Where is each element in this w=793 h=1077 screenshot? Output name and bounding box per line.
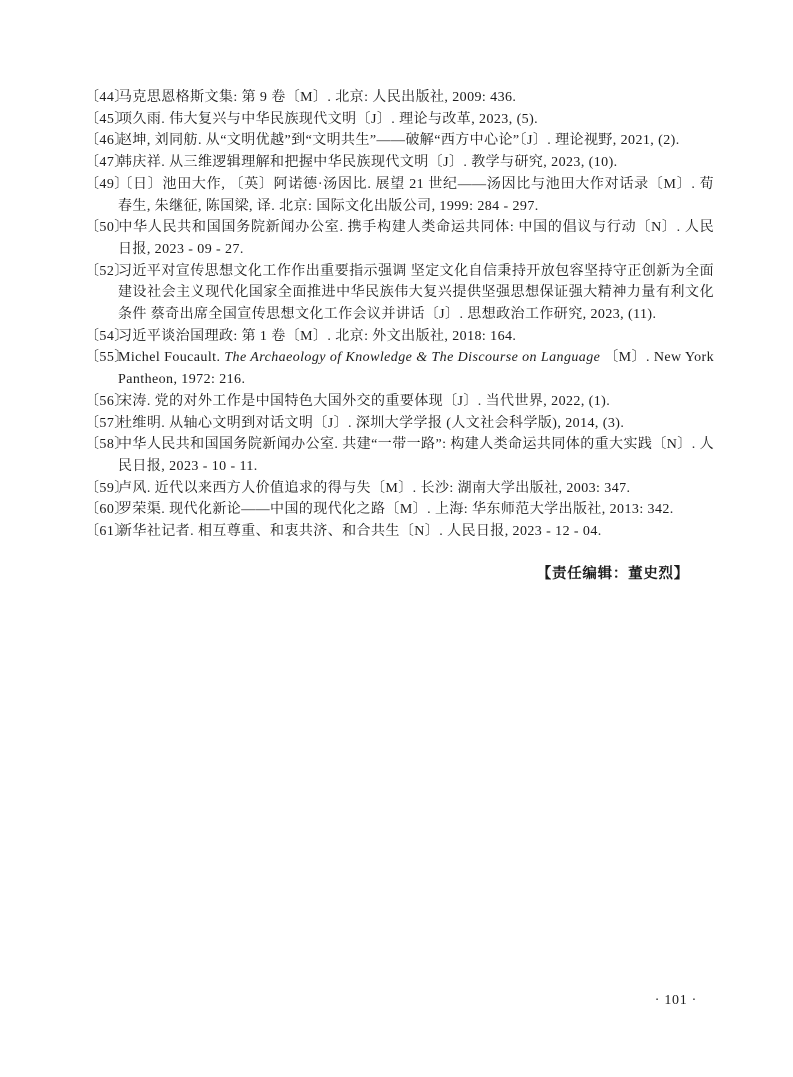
reference-number: 〔44〕 [85,90,129,105]
reference-number: 〔61〕 [85,524,129,540]
reference-number: 〔45〕 [85,111,129,127]
reference-item [85,413,714,435]
reference-text: Michel Foucault. [118,350,225,366]
reference-number: 〔47〕 [85,155,129,171]
reference-item [85,478,714,500]
reference-item [85,391,714,413]
reference-text: 卢风. 近代以来西方人价值追求的得与失〔M〕. 长沙: 湖南大学出版社, 2003: 347. [118,480,631,496]
reference-item [85,109,714,131]
reference-number: 〔58〕 [85,437,129,453]
reference-text: 赵坤, 刘同舫. 从“文明优越”到“文明共生”——破解“西方中心论”〔J〕. 理论视野, 2021, (2). [118,133,680,149]
reference-text: 中华人民共和国国务院新闻办公室. 携手构建人类命运共同体: 中国的倡议与行动〔N〕. 人民日报, 2023 - 09 - 27. [118,220,714,257]
reference-text: 宋涛. 党的对外工作是中国特色大国外交的重要体现〔J〕. 当代世界, 2022, (1). [118,393,611,409]
reference-text: 〔日〕池田大作, 〔英〕阿诺德·汤因比. 展望 21 世纪——汤因比与池田大作对话录〔M〕. 荀春生, 朱继征, 陈国梁, 译. 北京: 国际文化出版公司, 1999: 284 - 297. [118,176,714,214]
reference-item [85,217,714,260]
reference-item [85,152,714,174]
reference-text: 项久雨. 伟大复兴与中华民族现代文明〔J〕. 理论与改革, 2023, (5). [118,111,539,127]
reference-item [85,87,714,109]
reference-item [85,499,714,521]
reference-number: 〔60〕 [85,502,129,518]
reference-number: 〔52〕 [85,263,129,279]
reference-number: 〔50〕 [85,220,129,236]
reference-text: 杜维明. 从轴心文明到对话文明〔J〕. 深圳大学学报 (人文社会科学版), 2014, (3). [118,415,625,431]
reference-item [85,261,714,326]
reference-title-italic: The Archaeology of Knowledge & The Discourse on Language [224,350,601,366]
reference-item [85,130,714,152]
responsible-editor-note: 【责任编辑：董史烈】 [536,565,689,582]
reference-item [85,326,714,348]
reference-text: 习近平对宣传思想文化工作作出重要指示强调 坚定文化自信秉持开放包容坚持守正创新为全面建设社会主义现代化国家全面推进中华民族伟大复兴提供坚强思想保证强大精神力量有利文化条件 蔡奇出席全国宣传思想文化工作会议并讲话〔J〕. 思想政治工作研究, 2023, (11). [118,263,714,323]
reference-text: 韩庆祥. 从三维逻辑理解和把握中华民族现代文明〔J〕. 教学与研究, 2023, (10). [118,155,618,171]
reference-number: 〔49〕 [85,176,129,192]
reference-text: 新华社记者. 相互尊重、和衷共济、和合共生〔N〕. 人民日报, 2023 - 12 - 04. [118,524,602,540]
reference-text: 罗荣渠. 现代化新论——中国的现代化之路〔M〕. 上海: 华东师范大学出版社, 2013: 342. [118,502,674,518]
reference-text: 马克思恩格斯文集: 第 9 卷〔M〕. 北京: 人民出版社, 2009: 436. [118,90,517,105]
reference-item [85,521,714,543]
page-number: · 101 · [654,993,697,1008]
reference-number: 〔54〕 [85,328,129,344]
reference-list [85,87,714,543]
reference-item [85,347,714,390]
reference-section [85,87,714,585]
reference-item [85,174,714,217]
reference-number: 〔56〕 [85,393,129,409]
reference-text: 中华人民共和国国务院新闻办公室. 共建“一带一路”: 构建人类命运共同体的重大实践〔N〕. 人民日报, 2023 - 10 - 11. [118,437,714,474]
reference-number: 〔46〕 [85,133,129,149]
reference-item [85,434,714,477]
reference-text: 〔M〕. New York Pantheon, 1972: 216. [118,350,714,388]
reference-number: 〔57〕 [85,415,129,431]
reference-number: 〔55〕 [85,350,129,366]
reference-text: 习近平谈治国理政: 第 1 卷〔M〕. 北京: 外文出版社, 2018: 164. [118,328,517,344]
reference-number: 〔59〕 [85,480,129,496]
